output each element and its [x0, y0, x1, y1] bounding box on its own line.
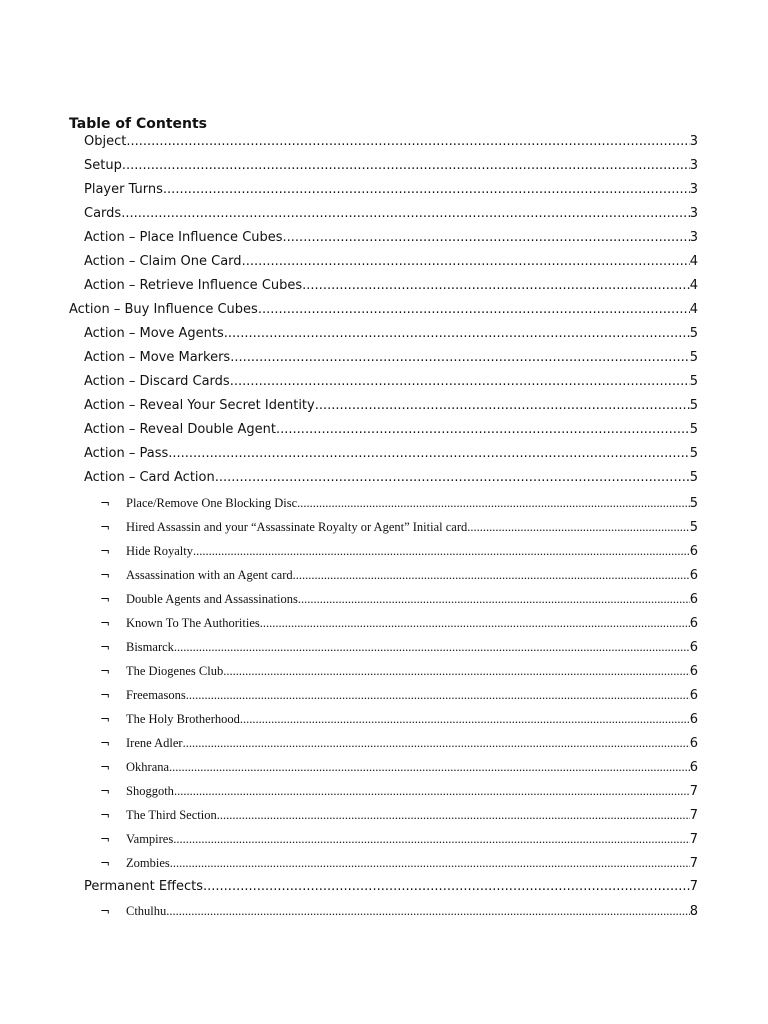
toc-entry-page: 6 [689, 664, 698, 679]
toc-entry-page: 6 [689, 760, 698, 775]
toc-entry[interactable] [84, 396, 698, 416]
toc-entry-label: Action – Retrieve Influence Cubes [84, 278, 303, 293]
dot-leader [230, 348, 690, 368]
toc-entry-label: Place/Remove One Blocking Disc [126, 496, 298, 510]
toc-entry-page: 3 [689, 206, 698, 221]
toc-entry[interactable] [100, 685, 698, 705]
bullet-icon: ¬ [100, 832, 111, 846]
toc-entry[interactable] [84, 204, 698, 224]
bullet-icon: ¬ [100, 616, 111, 630]
toc-entry-page: 3 [689, 230, 698, 245]
dot-leader [174, 637, 690, 657]
toc-entry[interactable] [100, 733, 698, 753]
toc-entry-label: Action – Move Markers [84, 350, 231, 365]
dot-leader [122, 156, 690, 176]
bullet-icon: ¬ [100, 736, 111, 750]
toc-entry-page: 5 [689, 470, 698, 485]
dot-leader [230, 372, 690, 392]
toc-entry-label: Freemasons [126, 688, 186, 702]
bullet-icon: ¬ [100, 568, 111, 582]
toc-entry-page: 6 [689, 688, 698, 703]
toc-entry-page: 3 [689, 182, 698, 197]
toc-entry[interactable] [84, 228, 698, 248]
toc-entry[interactable] [100, 613, 698, 633]
toc-entry-label: Action – Claim One Card [84, 254, 242, 269]
toc-title: Table of Contents [69, 116, 208, 132]
toc-entry-label: Bismarck [126, 640, 174, 654]
toc-entry-label: Known To The Authorities [126, 616, 260, 630]
toc-entry[interactable] [84, 180, 698, 200]
toc-entry-page: 7 [689, 808, 698, 823]
toc-entry-label: Hired Assassin and your “Assassinate Royalty or Agent” Initial card [126, 520, 468, 534]
bullet-icon: ¬ [100, 496, 111, 510]
toc-entry-page: 5 [689, 446, 698, 461]
bullet-icon: ¬ [100, 784, 111, 798]
dot-leader [183, 733, 690, 753]
dot-leader [258, 300, 690, 320]
bullet-icon: ¬ [100, 760, 111, 774]
bullet-icon: ¬ [100, 904, 111, 918]
toc-entry-page: 4 [689, 302, 698, 317]
dot-leader [302, 276, 690, 296]
dot-leader [121, 204, 690, 224]
dot-leader [242, 252, 690, 272]
toc-entry-label: Action – Reveal Your Secret Identity [84, 398, 315, 413]
toc-entry-page: 7 [689, 784, 698, 799]
dot-leader [186, 685, 690, 705]
dot-leader [168, 444, 689, 464]
toc-entry-label: The Diogenes Club [126, 664, 224, 678]
toc-entry-page: 5 [689, 496, 698, 511]
dot-leader [315, 396, 690, 416]
toc-entry-label: Object [84, 134, 127, 149]
toc-entry-label: Action – Discard Cards [84, 374, 230, 389]
dot-leader [170, 853, 690, 873]
toc-entry[interactable] [100, 901, 698, 921]
toc-entry-label: The Third Section [126, 808, 217, 822]
toc-entry-label: Setup [84, 158, 122, 173]
toc-entry-label: Shoggoth [126, 784, 174, 798]
dot-leader [297, 493, 690, 513]
toc-entry[interactable] [84, 324, 698, 344]
toc-entry[interactable] [100, 517, 698, 537]
toc-entry-label: Vampires [126, 832, 174, 846]
dot-leader [174, 781, 690, 801]
dot-leader [224, 324, 690, 344]
toc-entry-label: Hide Royalty [126, 544, 194, 558]
toc-entry-page: 6 [689, 736, 698, 751]
toc-entry-label: Action – Reveal Double Agent [84, 422, 277, 437]
dot-leader [240, 709, 690, 729]
toc-entry-page: 7 [689, 879, 698, 894]
bullet-icon: ¬ [100, 592, 111, 606]
toc-entry[interactable] [100, 709, 698, 729]
dot-leader [276, 420, 690, 440]
toc-entry[interactable] [84, 156, 698, 176]
toc-entry[interactable] [84, 276, 698, 296]
toc-entry[interactable] [100, 853, 698, 873]
toc-entry-page: 6 [689, 592, 698, 607]
toc-entry-page: 6 [689, 616, 698, 631]
toc-entry[interactable] [100, 829, 698, 849]
dot-leader [260, 613, 690, 633]
dot-leader [163, 180, 690, 200]
bullet-icon: ¬ [100, 520, 111, 534]
toc-entry[interactable] [84, 372, 698, 392]
bullet-icon: ¬ [100, 808, 111, 822]
dot-leader [193, 541, 690, 561]
bullet-icon: ¬ [100, 712, 111, 726]
toc-entry-page: 6 [689, 640, 698, 655]
dot-leader [283, 228, 690, 248]
toc-entry[interactable] [84, 252, 698, 272]
toc-entry-label: Action – Place Influence Cubes [84, 230, 283, 245]
dot-leader [203, 877, 690, 897]
toc-entry-page: 5 [689, 422, 698, 437]
toc-entry[interactable] [84, 877, 698, 897]
dot-leader [298, 589, 690, 609]
toc-entry[interactable] [100, 661, 698, 681]
toc-entry-label: Irene Adler [126, 736, 183, 750]
dot-leader [293, 565, 690, 585]
toc-entry-page: 5 [689, 398, 698, 413]
dot-leader [223, 661, 690, 681]
toc-entry[interactable] [84, 420, 698, 440]
toc-entry[interactable] [84, 444, 698, 464]
dot-leader [215, 468, 690, 488]
dot-leader [217, 805, 690, 825]
toc-entry[interactable] [100, 493, 698, 513]
dot-leader [467, 517, 689, 537]
toc-entry-page: 6 [689, 544, 698, 559]
toc-entry-label: The Holy Brotherhood [126, 712, 240, 726]
bullet-icon: ¬ [100, 640, 111, 654]
dot-leader [126, 132, 689, 152]
toc-entry-label: Assassination with an Agent card [126, 568, 293, 582]
bullet-icon: ¬ [100, 856, 111, 870]
toc-entry-page: 5 [689, 350, 698, 365]
toc-entry-label: Action – Move Agents [84, 326, 224, 341]
toc-entry[interactable] [84, 132, 698, 152]
toc-entry-label: Okhrana [126, 760, 170, 774]
toc-entry[interactable] [100, 589, 698, 609]
toc-entry-page: 3 [689, 158, 698, 173]
toc-entry-label: Zombies [126, 856, 170, 870]
toc-entry[interactable] [84, 348, 698, 368]
toc-entry-label: Double Agents and Assassinations [126, 592, 298, 606]
toc-entry-label: Action – Pass [84, 446, 169, 461]
toc-entry-page: 4 [689, 254, 698, 269]
toc-entry[interactable] [100, 757, 698, 777]
dot-leader [173, 829, 690, 849]
toc-entry[interactable] [100, 541, 698, 561]
bullet-icon: ¬ [100, 688, 111, 702]
toc-entry-label: Action – Card Action [84, 470, 215, 485]
toc-entry[interactable] [100, 637, 698, 657]
toc-entry-page: 3 [689, 134, 698, 149]
toc-entry-label: Cthulhu [126, 904, 167, 918]
toc-entry-page: 7 [689, 832, 698, 847]
bullet-icon: ¬ [100, 664, 111, 678]
toc-entry-label: Player Turns [84, 182, 163, 197]
toc-entry[interactable] [100, 805, 698, 825]
toc-entry-page: 5 [689, 520, 698, 535]
toc-entry-page: 5 [689, 326, 698, 341]
bullet-icon: ¬ [100, 544, 111, 558]
toc-entry-page: 4 [689, 278, 698, 293]
dot-leader [166, 901, 689, 921]
toc-entry-page: 6 [689, 568, 698, 583]
toc-entry-page: 6 [689, 712, 698, 727]
dot-leader [169, 757, 690, 777]
toc-entry[interactable] [69, 300, 698, 320]
toc-entry-label: Permanent Effects [84, 879, 204, 894]
toc-entry-label: Cards [84, 206, 122, 221]
toc-entry-page: 7 [689, 856, 698, 871]
toc-entry[interactable] [84, 468, 698, 488]
toc-entry[interactable] [100, 565, 698, 585]
toc-entry[interactable] [100, 781, 698, 801]
toc-entry-label: Action – Buy Influence Cubes [69, 302, 258, 317]
toc-entry-page: 8 [689, 904, 698, 919]
toc-entry-page: 5 [689, 374, 698, 389]
